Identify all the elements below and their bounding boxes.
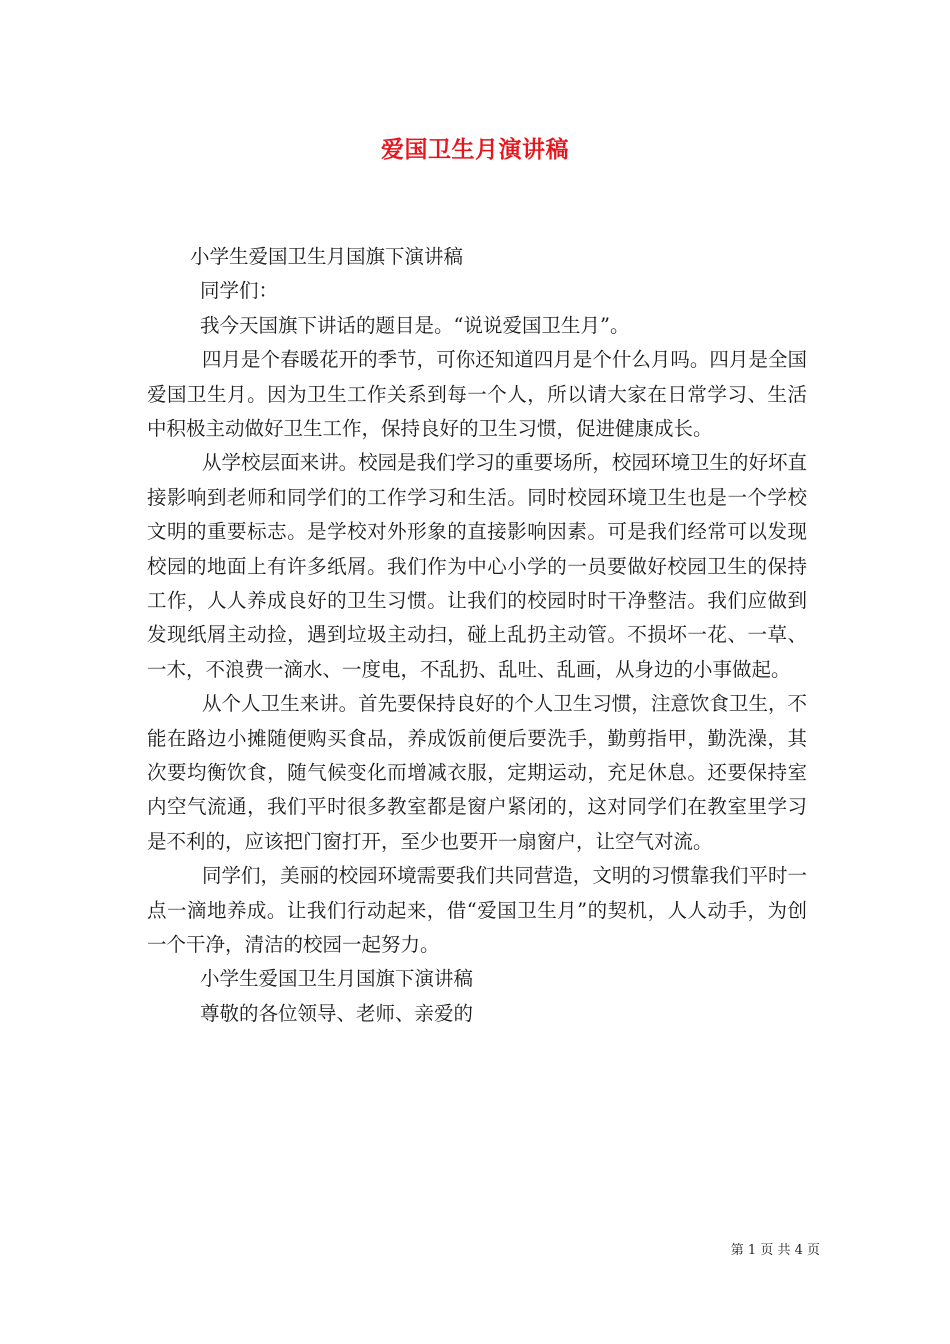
paragraph-conclusion: 同学们，美丽的校园环境需要我们共同营造，文明的习惯靠我们平时一点一滴地养成。让我们行动起来，借“爱国卫生月”的契机，人人动手，为创一个干净，清洁的校园一起努力。 xyxy=(147,864,807,957)
speech-heading: 小学生爱国卫生月国旗下演讲稿 xyxy=(190,245,464,268)
paragraph-school: 从学校层面来讲。校园是我们学习的重要场所，校园环境卫生的好坏直接影响到老师和同学们的工作学习和生活。同时校园环境卫生也是一个学校文明的重要标志。是学校对外形象的直接影响因素。可是我们经常可以发现校园的地面上有许多纸屑。我们作为中心小学的一员要做好校园卫生的保持工作，人人养成良好的卫生习惯。让我们的校园时时干净整洁。我们应做到发现纸屑主动捡，遇到垃圾主动扫，碰上乱扔主动管。不损坏一花、一草、一木，不浪费一滴水、一度电，不乱扔、乱吐、乱画，从身边的小事做起。 xyxy=(147,451,807,681)
document-title: 爱国卫生月演讲稿 xyxy=(381,136,569,163)
paragraph-april: 四月是个春暖花开的季节，可你还知道四月是个什么月吗。四月是全国爱国卫生月。因为卫生工作关系到每一个人，所以请大家在日常学习、生活中积极主动做好卫生工作，保持良好的卫生习惯，促进健康成长。 xyxy=(147,348,807,440)
page-number: 第 1 页 共 4 页 xyxy=(730,1243,820,1258)
second-speech-heading: 小学生爱国卫生月国旗下演讲稿 xyxy=(200,967,474,991)
greeting: 同学们： xyxy=(200,279,279,303)
intro-line: 我今天国旗下讲话的题目是。“说说爱国卫生月”。 xyxy=(200,313,630,337)
document-body xyxy=(147,240,807,1031)
second-speech-greeting: 尊敬的各位领导、老师、亲爱的 xyxy=(200,1001,474,1025)
paragraph-personal: 从个人卫生来讲。首先要保持良好的个人卫生习惯，注意饮食卫生，不能在路边小摊随便购买食品，养成饭前便后要洗手，勤剪指甲，勤洗澡，其次要均衡饮食，随气候变化而增减衣服，定期运动，充足休息。还要保持室内空气流通，我们平时很多教室都是窗户紧闭的，这对同学们在教室里学习是不利的，应该把门窗打开，至少也要开一扇窗户，让空气对流。 xyxy=(147,692,807,853)
